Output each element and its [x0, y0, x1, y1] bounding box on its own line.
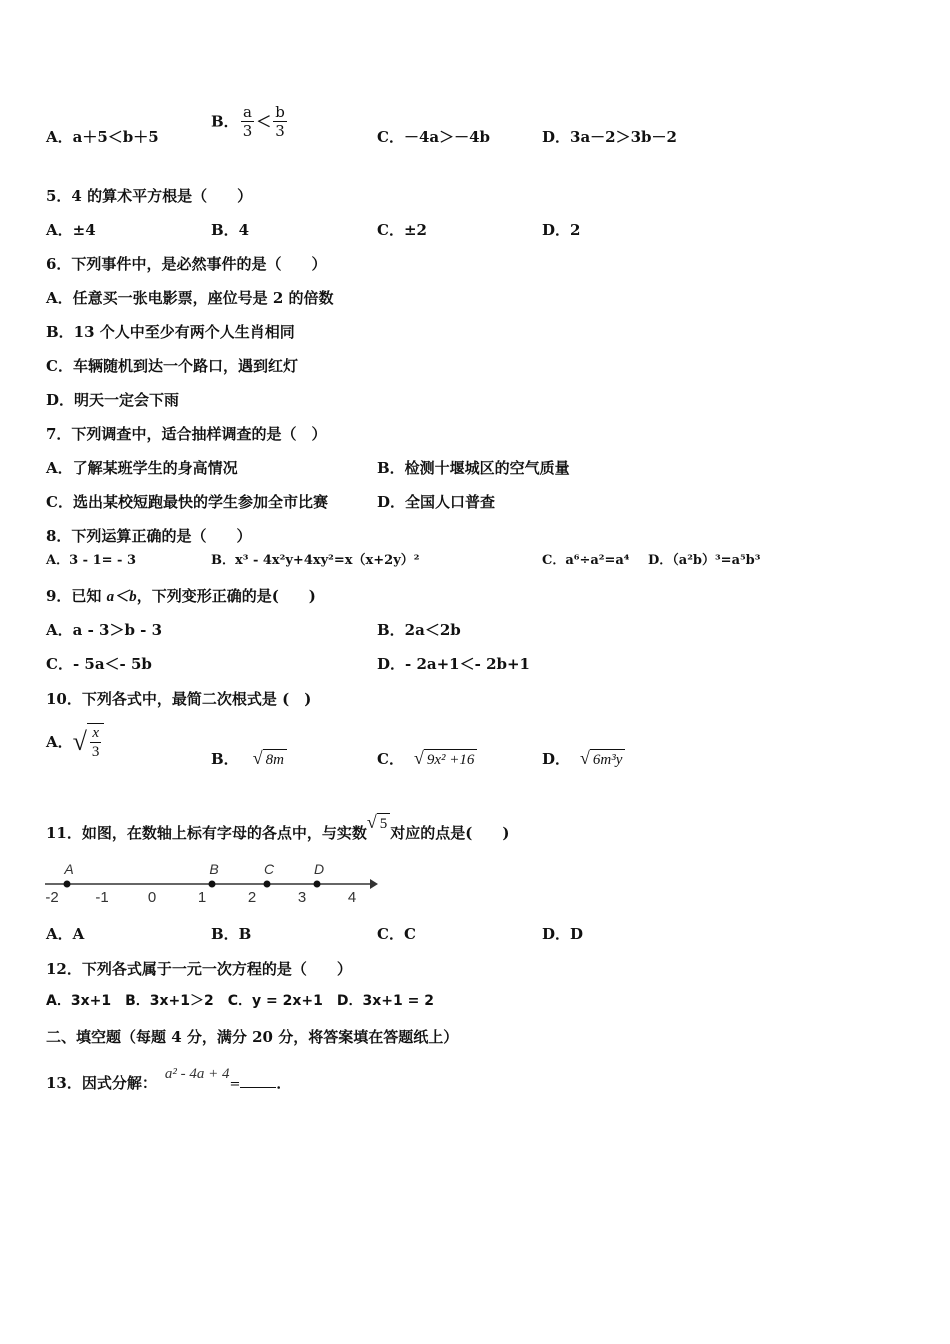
- q5-option-b: B．4: [211, 221, 250, 239]
- tick-label: 0: [147, 889, 157, 906]
- q4-option-c: C．－4a＞－4b: [377, 128, 491, 146]
- tick-label: -2: [45, 889, 59, 906]
- q4-option-d: D．3a－2＞3b－2: [542, 128, 677, 146]
- q8-option-a: A．3 - 1= - 3: [46, 553, 137, 568]
- sqrt-6m3y: √ 6m³y: [580, 748, 625, 770]
- q10-stem: 10．下列各式中，最简二次根式是 ( ): [46, 690, 312, 708]
- tick-label: 1: [197, 889, 207, 906]
- point-label-a: A: [64, 861, 74, 877]
- q7-stem: 7．下列调查中，适合抽样调查的是（ ）: [46, 425, 327, 443]
- sqrt-8m: √ 8m: [253, 748, 287, 770]
- number-line: [40, 858, 380, 908]
- q8-option-c: C．a⁶÷a²=a⁴: [542, 553, 630, 568]
- q8-stem: 8．下列运算正确的是（ ）: [46, 527, 252, 545]
- q10-option-c: C． √ 9x² +16: [377, 748, 477, 770]
- sqrt-x-over-3: √ $\frac{x}{3}$: [73, 723, 105, 761]
- q6-option-a: A．任意买一张电影票，座位号是 2 的倍数: [46, 289, 334, 307]
- q11-option-a: A．A: [46, 925, 85, 943]
- q9-option-d: D．- 2a+1＜- 2b+1: [377, 655, 530, 673]
- fraction-a-over-3: $\frac{a}{3}$: [242, 103, 253, 140]
- q11-option-b: B．B: [211, 925, 252, 943]
- q12-stem: 12．下列各式属于一元一次方程的是（ ）: [46, 960, 352, 978]
- q4-option-b: [211, 103, 289, 140]
- q5-stem: 5．4 的算术平方根是（ ）: [46, 187, 253, 205]
- q12-options: A．3x+1 B．3x+1＞2 C．y = 2x+1 D．3x+1 = 2: [46, 993, 434, 1009]
- less-than-sign: ＜: [256, 112, 272, 131]
- q11-stem: 11．如图，在数轴上标有字母的各点中，与实数√ 5 对应的点是( ): [46, 812, 510, 842]
- q10-option-b: B． √ 8m: [211, 748, 287, 770]
- sqrt-9x2-plus-16: √ 9x² +16: [414, 748, 477, 770]
- q11-option-d: D．D: [542, 925, 584, 943]
- q11-option-c: C．C: [377, 925, 416, 943]
- q10-option-d: D． √ 6m³y: [542, 748, 625, 770]
- q6-option-c: C．车辆随机到达一个路口，遇到红灯: [46, 357, 298, 375]
- point-d: [314, 881, 321, 888]
- q5-option-d: D．2: [542, 221, 581, 239]
- q10-option-a: A．√ $\frac{x}{3}$: [46, 723, 104, 761]
- q9-option-a: A．a - 3＞b - 3: [46, 621, 163, 639]
- tick-label: 2: [247, 889, 257, 906]
- q9-condition: a＜b: [106, 589, 137, 605]
- q9-option-c: C．- 5a＜- 5b: [46, 655, 152, 673]
- point-label-d: D: [313, 861, 325, 877]
- q9-stem: 9．已知 a＜b，下列变形正确的是( ): [46, 587, 316, 605]
- q7-option-b: B．检测十堰城区的空气质量: [377, 459, 570, 477]
- tick-label: 4: [347, 889, 357, 906]
- answer-blank[interactable]: [240, 1073, 276, 1088]
- q13-expression: a² - 4a + 4: [164, 1066, 230, 1082]
- q7-option-c: C．选出某校短跑最快的学生参加全市比赛: [46, 493, 328, 511]
- q7-option-a: A．了解某班学生的身高情况: [46, 459, 238, 477]
- section2-title: 二、填空题（每题 4 分，满分 20 分，将答案填在答题纸上）: [46, 1028, 459, 1046]
- q5-option-a: A．±4: [46, 221, 96, 239]
- q7-option-d: D．全国人口普查: [377, 493, 496, 511]
- sqrt-5: √ 5: [367, 812, 390, 834]
- q6-option-b: B．13 个人中至少有两个人生肖相同: [46, 323, 295, 341]
- point-a: [64, 881, 71, 888]
- q4-option-b-label: B．: [211, 112, 239, 131]
- q4-option-a: A．a＋5＜b＋5: [46, 128, 159, 146]
- point-c: [264, 881, 271, 888]
- q6-stem: 6．下列事件中，是必然事件的是（ ）: [46, 255, 327, 273]
- fraction-b-over-3: $\frac{b}{3}$: [275, 103, 285, 140]
- point-label-c: C: [263, 861, 275, 877]
- point-label-b: B: [209, 861, 219, 877]
- tick-label: -1: [95, 889, 109, 906]
- q8-option-b: B．x³ - 4x²y+4xy²=x（x+2y）²: [211, 553, 420, 568]
- q9-option-b: B．2a＜2b: [377, 621, 461, 639]
- tick-label: 3: [297, 889, 307, 906]
- axis-arrow: [370, 879, 378, 889]
- q8-option-d: D．（a²b）³=a⁵b³: [648, 553, 761, 568]
- q5-option-c: C．±2: [377, 221, 427, 239]
- q6-option-d: D．明天一定会下雨: [46, 391, 180, 409]
- point-b: [209, 881, 216, 888]
- q13-line: 13．因式分解： a² - 4a + 4= ．: [46, 1066, 292, 1092]
